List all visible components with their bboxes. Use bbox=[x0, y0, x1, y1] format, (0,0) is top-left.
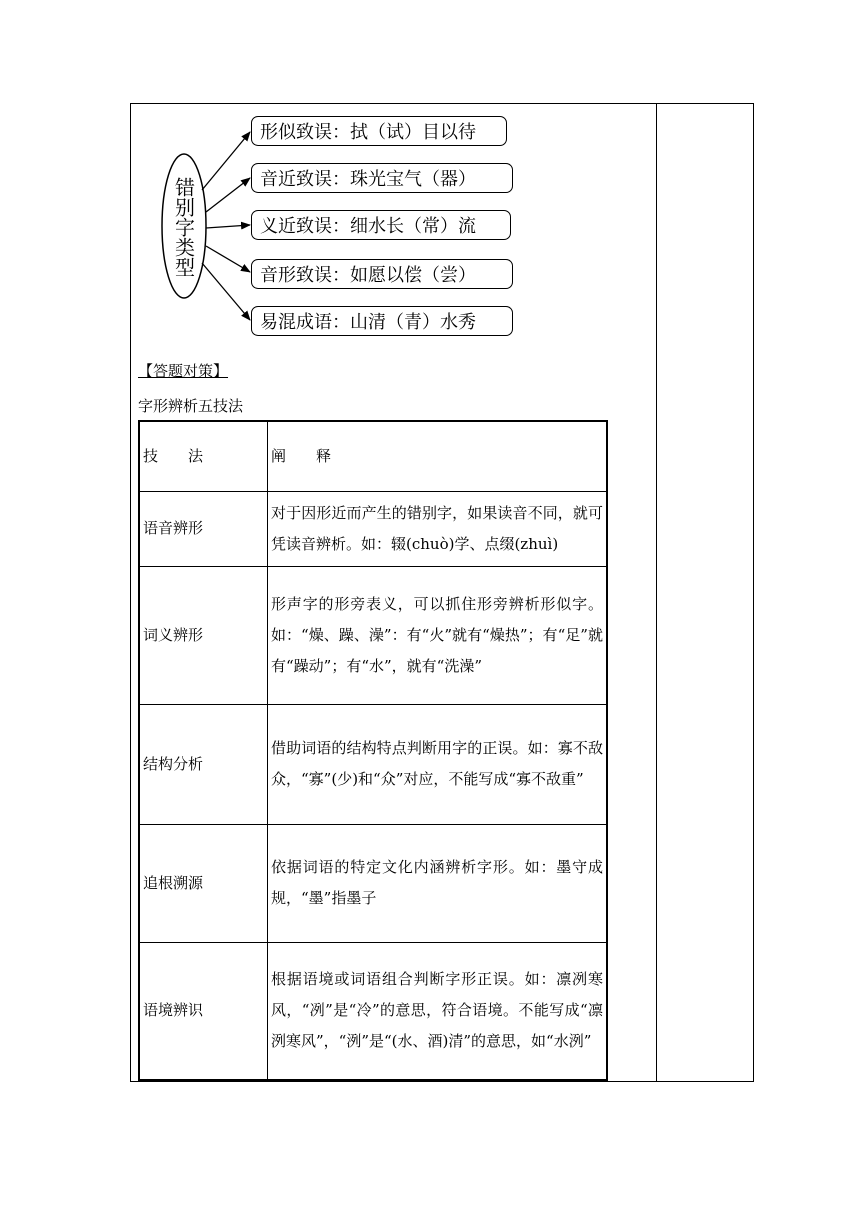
table-row bbox=[139, 824, 607, 942]
mindmap-branch-2: 音近致误：珠光宝气（器） bbox=[251, 163, 513, 193]
connector-2 bbox=[206, 178, 250, 212]
connector-1 bbox=[202, 132, 250, 190]
mindmap-center-label: 错别字类型 bbox=[171, 177, 196, 277]
row-technique: 语音辨形 bbox=[139, 491, 268, 566]
row-explanation: 借助词语的结构特点判断用字的正误。如：寡不敌众，“寡”(少)和“众”对应，不能写成“寡不敌重” bbox=[268, 704, 608, 824]
header-explanation: 阐 释 bbox=[268, 421, 608, 491]
row-explanation: 根据语境或词语组合判断字形正误。如：凛冽寒风，“冽”是“冷”的意思，符合语境。不能写成“凛洌寒风”，“洌”是“(水、酒)清”的意思，如“水洌” bbox=[268, 942, 608, 1080]
row-technique: 语境辨识 bbox=[139, 942, 268, 1080]
table-title: 字形辨析五技法 bbox=[138, 397, 244, 415]
connector-3 bbox=[206, 225, 250, 228]
row-technique: 追根溯源 bbox=[139, 824, 268, 942]
table-row bbox=[139, 491, 607, 566]
table-row bbox=[139, 704, 607, 824]
header-technique: 技 法 bbox=[139, 421, 268, 491]
mindmap-branch-4: 音形致误：如愿以偿（尝） bbox=[251, 259, 513, 289]
mindmap-branch-3: 义近致误：细水长（常）流 bbox=[251, 210, 511, 240]
row-technique: 结构分析 bbox=[139, 704, 268, 824]
row-explanation: 依据词语的特定文化内涵辨析字形。如：墨守成规，“墨”指墨子 bbox=[268, 824, 608, 942]
technique-table bbox=[138, 420, 608, 1081]
row-explanation: 形声字的形旁表义，可以抓住形旁辨析形似字。如：“燥、躁、澡”：有“火”就有“燥热”；有“足”就有“躁动”；有“水”，就有“洗澡” bbox=[268, 566, 608, 704]
row-technique: 词义辨形 bbox=[139, 566, 268, 704]
mindmap-branch-5: 易混成语：山清（青）水秀 bbox=[251, 306, 513, 336]
table-row bbox=[139, 566, 607, 704]
connector-4 bbox=[206, 246, 250, 272]
table-row bbox=[139, 942, 607, 1080]
strategy-heading: 【答题对策】 bbox=[138, 362, 229, 380]
mindmap-branch-1: 形似致误：拭（试）目以待 bbox=[251, 116, 507, 146]
row-explanation: 对于因形近而产生的错别字，如果读音不同，就可凭读音辨析。如：辍(chuò)学、点缀(zhuì) bbox=[268, 491, 608, 566]
frame-divider bbox=[656, 103, 657, 1082]
error-type-mindmap bbox=[140, 108, 530, 348]
table-header-row bbox=[139, 421, 607, 491]
connector-5 bbox=[202, 263, 250, 320]
